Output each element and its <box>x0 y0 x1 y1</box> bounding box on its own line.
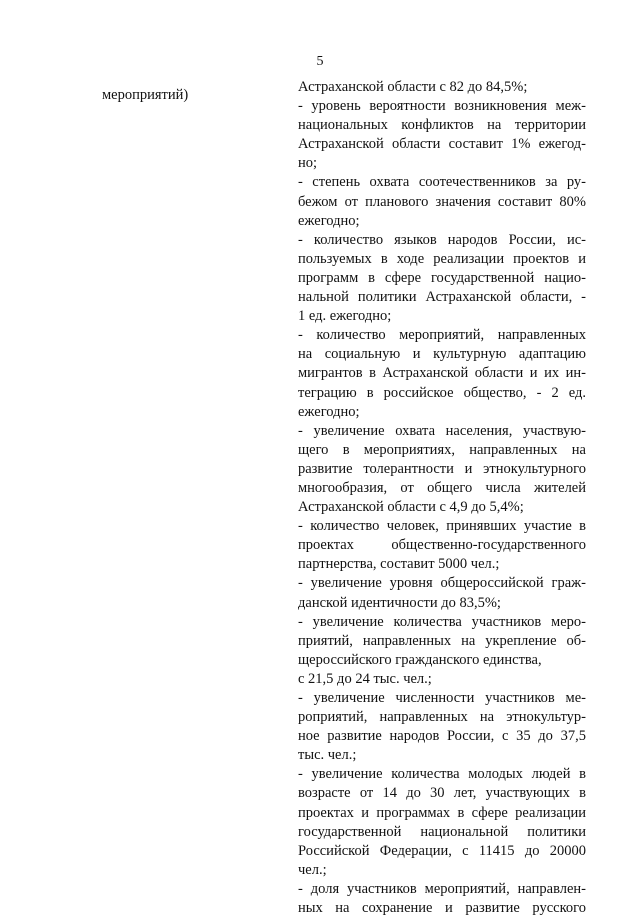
text-line: но; <box>298 155 318 172</box>
page-number: 5 <box>316 54 324 69</box>
text-line: партнерства, составит 5000 чел.; <box>298 556 500 573</box>
text-line: - количество мероприятий, направленных <box>298 327 586 344</box>
text-line: - количество языков народов России, ис- <box>298 231 586 248</box>
text-line: теграцию в российское общество, - 2 ед. <box>298 384 586 401</box>
text-line: - увеличение количества участников меро- <box>298 613 586 630</box>
text-line: пользуемых в ходе реализации проектов и <box>298 250 586 267</box>
text-line: Астраханской области с 4,9 до 5,4%; <box>298 499 524 516</box>
text-line: данской идентичности до 83,5%; <box>298 594 501 611</box>
text-line: щероссийского гражданского единства, <box>298 651 542 668</box>
text-line: Астраханской области составит 1% ежегод- <box>298 136 586 153</box>
text-line: 1 ед. ежегодно; <box>298 308 392 325</box>
text-line: роприятий, направленных на этнокультур- <box>298 709 586 726</box>
text-line: проектах и программах в сфере реализации <box>298 804 586 821</box>
text-line: на социальную и культурную адаптацию <box>298 346 586 363</box>
text-line: ежегодно; <box>298 212 360 229</box>
text-line: - увеличение уровня общероссийской граж- <box>298 575 586 592</box>
text-line: проектах общественно-государственного <box>298 537 586 554</box>
text-line: ное развитие народов России, с 35 до 37,5 <box>298 728 586 745</box>
text-line: чел.; <box>298 861 327 878</box>
text-line: мигрантов в Астраханской области и их ин- <box>298 365 586 382</box>
text-line: - количество человек, принявших участие в <box>298 518 586 535</box>
text-line: ежегодно; <box>298 403 360 420</box>
text-line: национальных конфликтов на территории <box>298 117 586 134</box>
text-line: нальной политики Астраханской области, - <box>298 289 586 306</box>
text-line: программ в сфере государственной нацио- <box>298 269 586 286</box>
text-line: - доля участников мероприятий, направлен- <box>298 880 586 897</box>
text-line: тыс. чел.; <box>298 747 357 764</box>
left-column-text: мероприятий) <box>102 87 189 103</box>
text-line: - увеличение количества молодых людей в <box>298 766 586 783</box>
text-line: - увеличение численности участников ме- <box>298 690 586 706</box>
text-line: - увеличение охвата населения, участвую- <box>298 422 586 439</box>
right-column-text <box>298 78 586 918</box>
text-line: ных на сохранение и развитие русского <box>298 900 586 917</box>
text-line: щего в мероприятиях, направленных на <box>298 441 586 458</box>
text-line: с 21,5 до 24 тыс. чел.; <box>298 670 432 687</box>
text-line: - уровень вероятности возникновения меж- <box>298 98 586 115</box>
text-line: приятий, направленных на укрепление об- <box>298 632 586 649</box>
text-line: бежом от планового значения составит 80% <box>298 193 586 210</box>
text-line: - степень охвата соотечественников за ру- <box>298 174 586 191</box>
text-line: возрасте от 14 до 30 лет, участвующих в <box>298 785 586 802</box>
text-line: многообразия, от общего числа жителей <box>298 479 586 496</box>
text-line: Российской Федерации, с 11415 до 20000 <box>298 842 586 859</box>
text-line: развитие толерантности и этнокультурного <box>298 460 586 477</box>
text-line: государственной национальной политики <box>298 823 586 840</box>
text-line: Астраханской области с 82 до 84,5%; <box>298 79 528 95</box>
